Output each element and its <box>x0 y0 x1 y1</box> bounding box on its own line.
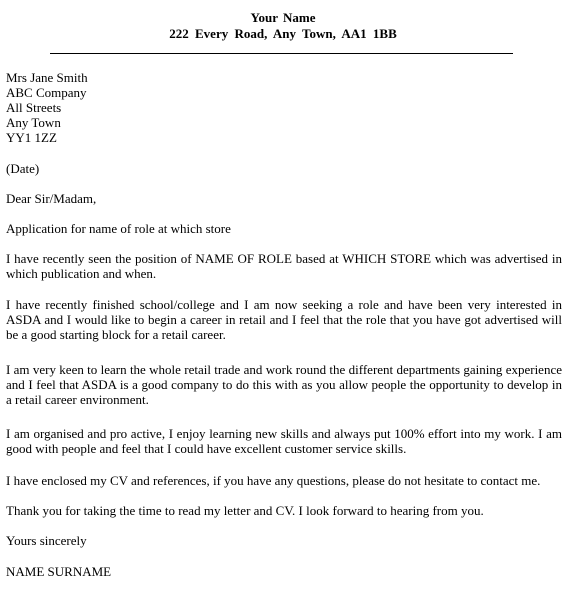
recipient-line: Any Town <box>6 115 61 130</box>
recipient-address <box>6 70 562 145</box>
recipient-line: All Streets <box>6 100 62 115</box>
sender-header <box>0 10 566 42</box>
recipient-line: YY1 1ZZ <box>6 130 57 145</box>
recipient-line: Mrs Jane Smith <box>6 70 88 85</box>
signature: NAME SURNAME <box>6 564 112 579</box>
closing: Yours sincerely <box>6 533 87 548</box>
subject-line: Application for name of role at which store <box>6 221 231 236</box>
body-paragraph: I am organised and pro active, I enjoy learning new skills and always put 100% effort into my work. I am good with people and feel that I could have excellent customer service skills. <box>6 426 562 456</box>
letter-date: (Date) <box>6 161 40 176</box>
body-paragraph: Thank you for taking the time to read my letter and CV. I look forward to hearing from you. <box>6 503 484 518</box>
body-paragraph: I have recently seen the position of NAME OF ROLE based at WHICH STORE which was advertised in which publication and when. <box>6 251 562 281</box>
sender-name: Your Name <box>250 10 316 25</box>
body-paragraph: I am very keen to learn the whole retail trade and work round the different departments gaining experience and I feel that ASDA is a good company to do this with as you allow people the opportunity to develop in a retail career environment. <box>6 362 562 407</box>
header-divider <box>50 53 513 54</box>
body-paragraph: I have recently finished school/college and I am now seeking a role and have been very interested in ASDA and I would like to begin a career in retail and I feel that the role that you have got advertised will be a good starting block for a retail career. <box>6 297 562 342</box>
sender-address: 222 Every Road, Any Town, AA1 1BB <box>169 26 397 41</box>
salutation: Dear Sir/Madam, <box>6 191 97 206</box>
body-paragraph: I have enclosed my CV and references, if you have any questions, please do not hesitate to contact me. <box>6 473 541 488</box>
recipient-line: ABC Company <box>6 85 87 100</box>
